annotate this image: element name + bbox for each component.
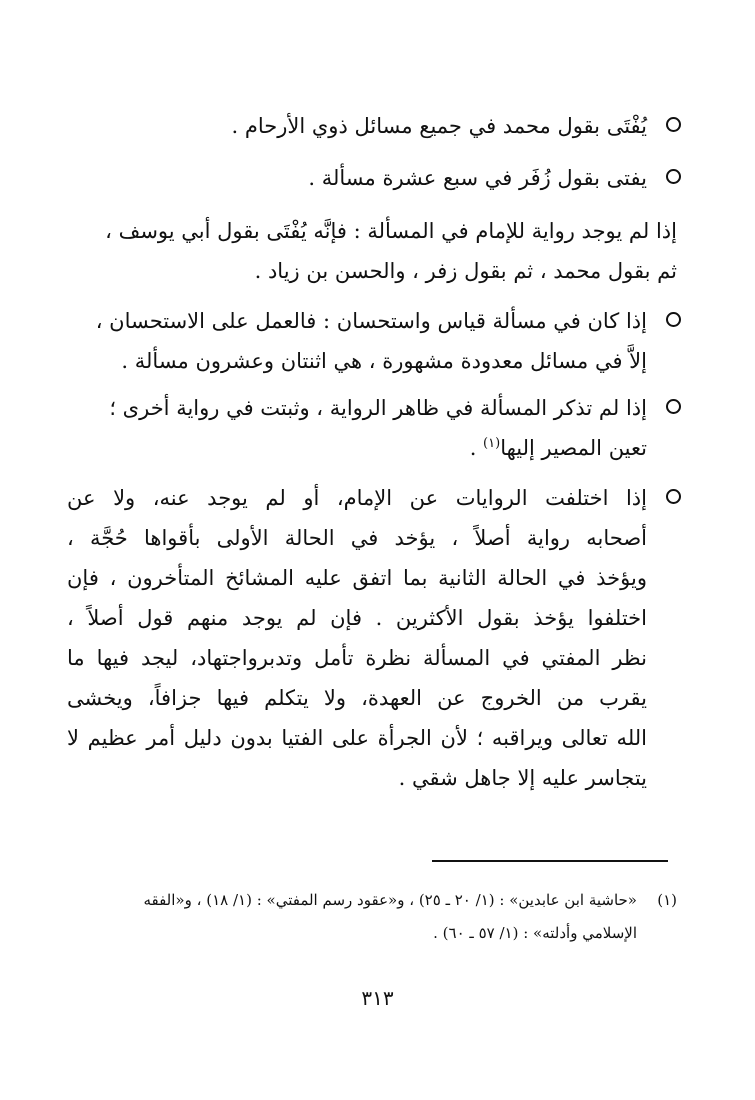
sentence-end: . (469, 436, 484, 460)
footnote-number: (١) (657, 891, 677, 909)
bullet-line: إذا كان في مسألة قياس واستحسان : فالعمل على الاستحسان ، (95, 309, 647, 333)
footnote (67, 884, 677, 950)
paragraph-line: إذا لم يوجد رواية للإمام في المسألة : فإنَّه يُفْتَى بقول أبي يوسف ، (105, 219, 677, 243)
bullet-line: أصحابه رواية أصلاً ، يؤخد في الحالة الأولى بأقواها حُجَّة ، (67, 526, 647, 550)
bullet-line (67, 428, 647, 468)
bullet-line: يفتى بقول زُفَر في سبع عشرة مسألة . (308, 166, 647, 190)
bullet-line: إذا لم تذكر المسألة في ظاهر الرواية ، وثبتت في رواية أخرى ؛ (109, 396, 647, 420)
footnote-line: الإسلامي وأدلته» : (١/ ٥٧ ـ ٦٠) . (433, 924, 637, 942)
bullet-item-2 (67, 158, 677, 198)
bullet-line: إلاَّ في مسائل معدودة مشهورة ، هي اثنتان وعشرون مسألة . (121, 349, 647, 373)
bullet-item-5 (67, 478, 677, 798)
circle-bullet-icon (666, 312, 681, 327)
bullet-line: نظر المفتي في المسألة نظرة تأمل وتدبرواجتهاد، ليجد فيها ما (67, 646, 647, 670)
bullet-line: يقرب من الخروج عن العهدة، ولا يتكلم فيها جزافاً، ويخشى (67, 686, 647, 710)
bullet-line-text: تعين المصير إليها (500, 436, 647, 460)
bullet-item-4 (67, 388, 677, 468)
paragraph-line: ثم بقول محمد ، ثم بقول زفر ، والحسن بن زياد . (254, 259, 677, 283)
footnote-reference[interactable]: (١) (483, 436, 501, 451)
bullet-item-1 (67, 106, 677, 146)
bullet-line: ويؤخذ في الحالة الثانية بما اتفق عليه المشائخ المتأخرون ، فإن (67, 566, 647, 590)
circle-bullet-icon (666, 489, 681, 504)
circle-bullet-icon (666, 169, 681, 184)
paragraph-imam-narration (62, 211, 677, 291)
bullet-line: يتجاسر عليه إلا جاهل شقي . (398, 766, 647, 790)
bullet-line: إذا اختلفت الروايات عن الإمام، أو لم يوجد عنه، ولا عن (67, 486, 647, 510)
bullet-line: يُفْتَى بقول محمد في جميع مسائل ذوي الأرحام . (231, 114, 647, 138)
circle-bullet-icon (666, 399, 681, 414)
footnote-separator (432, 860, 668, 862)
page-number: ٣١٣ (361, 986, 394, 1010)
circle-bullet-icon (666, 117, 681, 132)
bullet-item-3 (67, 301, 677, 381)
footnote-line: «حاشية ابن عابدين» : (١/ ٢٠ ـ ٢٥) ، و«عقود رسم المفتي» : (١/ ١٨) ، و«الفقه (143, 891, 637, 909)
bullet-line: الله تعالى ويراقبه ؛ لأن الجرأة على الفتيا بدون دليل أمر عظيم لا (67, 726, 647, 750)
bullet-line: اختلفوا يؤخذ بقول الأكثرين . فإن لم يوجد منهم قول أصلاً ، (67, 606, 647, 630)
